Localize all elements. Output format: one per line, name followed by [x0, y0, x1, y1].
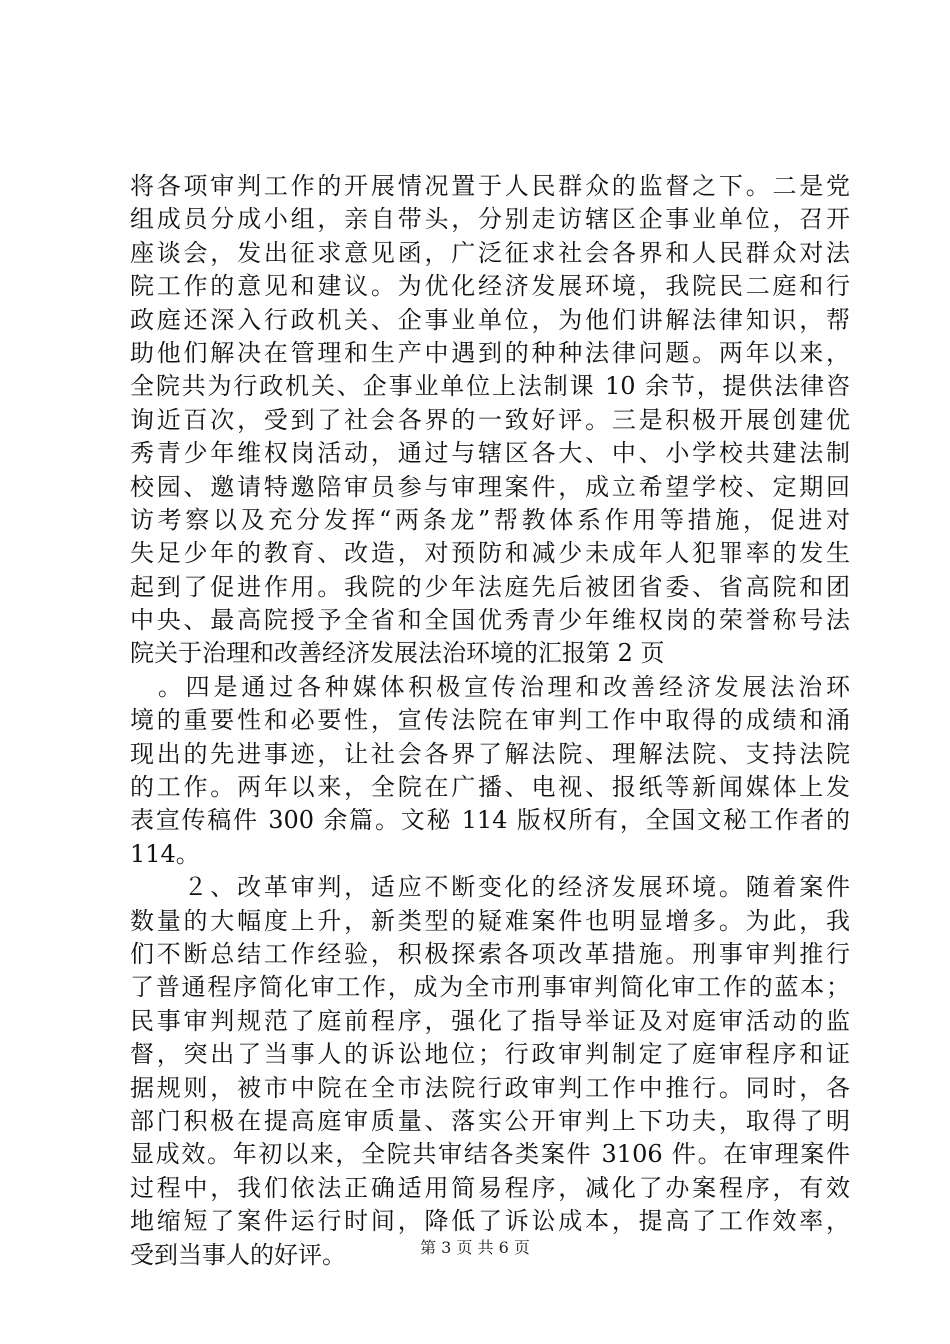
- text-line: 114。: [130, 839, 200, 868]
- text-line: 座谈会，发出征求意见函，广泛征求社会各界和人民群众对法: [130, 238, 850, 267]
- text-line: 了普通程序简化审工作，成为全市刑事审判简化审工作的蓝本；: [130, 973, 850, 1002]
- text-line: 将各项审判工作的开展情况置于人民群众的监督之下。二是党: [130, 172, 850, 200]
- text-line: 秀青少年维权岗活动，通过与辖区各大、中、小学校共建法制: [130, 439, 850, 468]
- text-line: 中央、最高院授予全省和全国优秀青少年维权岗的荣誉称号法: [130, 606, 850, 635]
- text-line: 过程中，我们依法正确适用简易程序，减化了办案程序，有效: [130, 1173, 850, 1202]
- text-line: 受到当事人的好评。: [130, 1240, 346, 1269]
- text-line: 民事审判规范了庭前程序，强化了指导举证及对庭审活动的监: [130, 1006, 850, 1035]
- text-line: 督，突出了当事人的诉讼地位；行政审判制定了庭审程序和证: [130, 1040, 850, 1069]
- text-line: 组成员分成小组，亲自带头，分别走访辖区企事业单位，召开: [130, 205, 850, 234]
- text-line: 全院共为行政机关、企事业单位上法制课 10 余节，提供法律咨: [130, 372, 850, 401]
- text-line: 数量的大幅度上升，新类型的疑难案件也明显增多。为此，我: [130, 906, 850, 935]
- text-line: 现出的先进事迹，让社会各界了解法院、理解法院、支持法院: [130, 739, 850, 768]
- text-line: 失足少年的教育、改造，对预防和减少未成年人犯罪率的发生: [130, 539, 850, 568]
- text-line: 政庭还深入行政机关、企事业单位，为他们讲解法律知识，帮: [130, 305, 850, 334]
- text-line: 境的重要性和必要性，宣传法院在审判工作中取得的成绩和涌: [130, 706, 850, 735]
- text-line: 助他们解决在管理和生产中遇到的种种法律问题。两年以来，: [130, 338, 850, 367]
- text-line: 地缩短了案件运行时间，降低了诉讼成本，提高了工作效率，: [130, 1207, 850, 1236]
- text-line: 部门积极在提高庭审质量、落实公开审判上下功夫，取得了明: [130, 1106, 850, 1135]
- page-footer: 第 3 页 共 6 页: [420, 1238, 530, 1257]
- text-line: 据规则，被市中院在全市法院行政审判工作中推行。同时，各: [130, 1073, 850, 1102]
- text-line: 校园、邀请特邀陪审员参与审理案件，成立希望学校、定期回: [130, 472, 850, 501]
- text-line: 询近百次，受到了社会各界的一致好评。三是积极开展创建优: [130, 405, 850, 434]
- document-body: [130, 170, 850, 1272]
- text-line: 院关于治理和改善经济发展法治环境的汇报第 2 页: [130, 639, 665, 668]
- text-line: 显成效。年初以来，全院共审结各类案件 3106 件。在审理案件: [130, 1140, 850, 1169]
- text-line: 访考察以及充分发挥“两条龙”帮教体系作用等措施，促进对: [130, 505, 850, 534]
- text-line: 起到了促进作用。我院的少年法庭先后被团省委、省高院和团: [130, 572, 850, 601]
- text-line: 的工作。两年以来，全院在广播、电视、报纸等新闻媒体上发: [130, 773, 850, 802]
- text-line: 院工作的意见和建议。为优化经济发展环境，我院民二庭和行: [130, 272, 850, 301]
- text-line: 表宣传稿件 300 余篇。文秘 114 版权所有，全国文秘工作者的: [130, 806, 850, 835]
- text-line: ２、改革审判，适应不断变化的经济发展环境。随着案件: [130, 873, 850, 902]
- text-line: 。四是通过各种媒体积极宣传治理和改善经济发展法治环: [130, 672, 850, 701]
- text-line: 们不断总结工作经验，积极探索各项改革措施。刑事审判推行: [130, 939, 850, 968]
